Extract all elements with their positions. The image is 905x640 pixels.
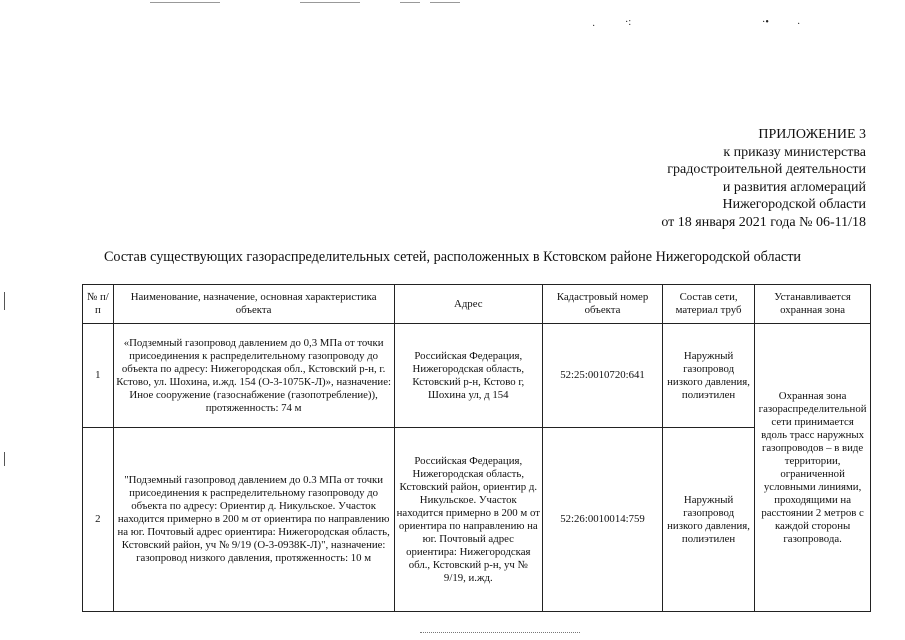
scan-top-edge xyxy=(0,0,905,6)
cell-number: 1 xyxy=(83,324,114,428)
table-row xyxy=(83,324,871,428)
scan-left-mark xyxy=(4,452,5,466)
scan-speck: · xyxy=(592,21,596,32)
appendix-order-date: от 18 января 2021 года № 06-11/18 xyxy=(661,214,866,230)
cell-number: 2 xyxy=(83,428,114,612)
header-zone: Устанавливается охранная зона xyxy=(755,285,871,324)
appendix-title: ПРИЛОЖЕНИЕ 3 xyxy=(758,127,866,142)
header-address: Адрес xyxy=(394,285,543,324)
cell-address: Российская Федерация, Нижегородская область, Кстовский р-н, Кстово г, Шохина ул, д 154 xyxy=(394,324,543,428)
cell-composition: Наружный газопровод низкого давления, полиэтилен xyxy=(662,428,754,612)
cell-name: "Подземный газопровод давлением до 0.3 МПа от точки присоединения к распределительному газопроводу до объекта по адресу: Ориентир д. Никульское. Участок находится примерно в 200 м от ориентира по направлению на юг. Почтовый адрес ориентира: Нижегородская область, Кстовский район, уч № 9/19 (О-3-0938К-Л)", назначение: газопровод низкого давления, протяженность: 10 м xyxy=(113,428,394,612)
scan-left-mark xyxy=(4,292,5,310)
cell-cadastral: 52:25:0010720:641 xyxy=(543,324,663,428)
scan-speck: ·• xyxy=(762,17,769,28)
header-number: № п/п xyxy=(83,285,114,324)
appendix-line: к приказу министерства xyxy=(723,144,866,160)
scan-bottom-edge xyxy=(420,632,580,634)
document-title: Состав существующих газораспределительных сетей, расположенных в Кстовском районе Нижегородской области xyxy=(103,249,802,265)
header-composition: Состав сети, материал труб xyxy=(662,285,754,324)
appendix-line: Нижегородской области xyxy=(722,197,866,212)
cell-composition: Наружный газопровод низкого давления, полиэтилен xyxy=(662,324,754,428)
scan-speck: · xyxy=(797,19,801,30)
cell-name: «Подземный газопровод давлением до 0,3 МПа от точки присоединения к распределительному газопроводу до объекта по адресу: Нижегородская обл., Кстовский р-н, г. Кстово, ул. Шохина, и.жд. 154 (О-3-1075К-Л)», назначение: Иное сооружение (газоснабжение (газопотребление)), протяженность: 74 м xyxy=(113,324,394,428)
appendix-line: и развития агломераций xyxy=(722,179,866,195)
gas-network-table xyxy=(82,284,871,612)
table-row xyxy=(83,428,871,612)
header-name: Наименование, назначение, основная характеристика объекта xyxy=(113,285,394,324)
cell-address: Российская Федерация, Нижегородская область, Кстовский район, ориентир д. Никульское. Участок находится примерно в 200 м от ориентира по направлению на юг. Почтовый адрес ориентира: Нижегородская обл., Кстовский р-н, уч № 9/19, и.жд. xyxy=(394,428,543,612)
appendix-header xyxy=(661,126,866,231)
cell-cadastral: 52:26:0010014:759 xyxy=(543,428,663,612)
appendix-line: градостроительной деятельности xyxy=(667,162,866,177)
table-header-row xyxy=(83,285,871,324)
scan-speck: ·: xyxy=(625,17,632,28)
header-cadastral: Кадастровый номер объекта xyxy=(543,285,663,324)
cell-protection-zone: Охранная зона газораспределительной сети принимается вдоль трасс наружных газопроводов – в виде территории, ограниченной условными линиями, проходящими на расстоянии 2 метров с каждой стороны газопровода. xyxy=(755,324,871,612)
